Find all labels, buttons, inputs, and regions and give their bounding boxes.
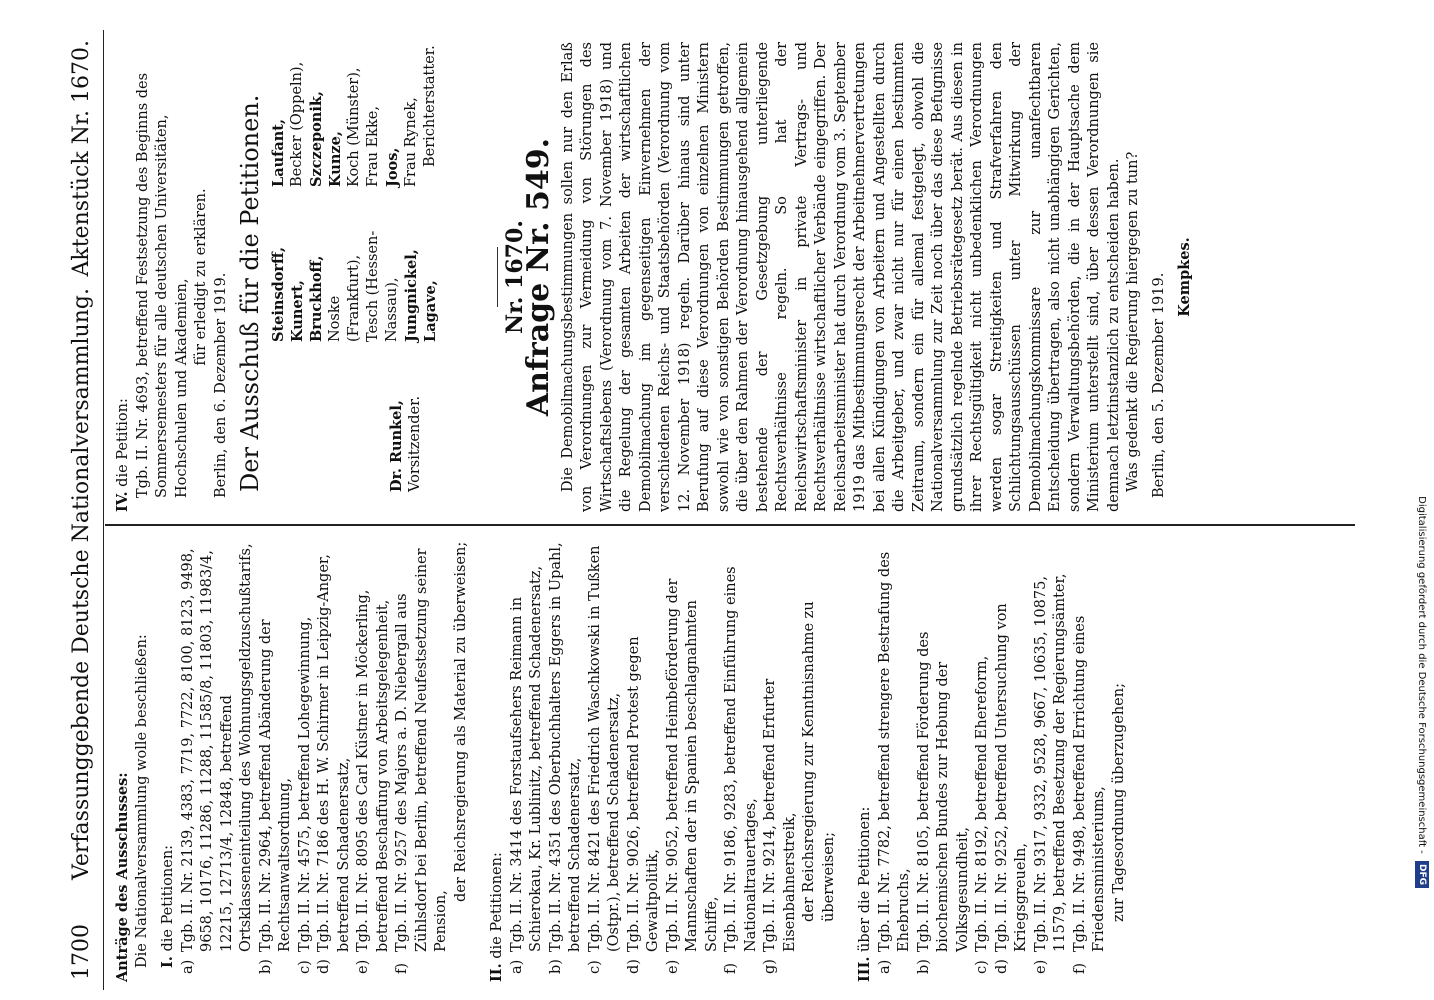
member-name: Szczeponik,: [307, 91, 325, 187]
list-item: e) Tgb. II. Nr. 9052, betreffend Heimbeförderung der Mannschaften der in Spanien beschlagnahmten Schiffe,: [664, 578, 720, 974]
divider-rule: [497, 247, 498, 307]
section-2: [487, 540, 839, 982]
list-item: c) Tgb. II. Nr. 8421 des Friedrich Waschkowski in Tußken (Ostpr.), betreffend Schadenersatz,: [586, 545, 622, 974]
list-item: c) Tgb. II. Nr. 4575, betreffend Lohegewinnung,: [296, 616, 313, 974]
list-item: a) Tgb. II. Nr. 3414 des Forstaufsehers Reimann in Schierokau, Kr. Lublinitz, betreffend Schadenersatz,: [508, 565, 544, 974]
member-name: Kunert,: [288, 280, 306, 342]
list-item: f) Tgb. II. Nr. 9257 des Majors a. D. Niebergall aus Zühlsdorf bei Berlin, betreffend Neufestsetzung seiner Pension,: [394, 548, 449, 974]
signature: Kempkes.: [1176, 237, 1193, 317]
anfrage-question: Was gedenkt die Regierung hiergegen zu tun?: [1125, 151, 1141, 492]
rotated-page: [55, 30, 1395, 990]
list-item: a) Tgb. II. Nr. 7782, betreffend strengere Bestrafung des Ehebruchs,: [876, 551, 912, 974]
section-1-label: I.: [159, 956, 176, 968]
member-name: Tesch (Hessen-Nassau),: [364, 230, 400, 342]
list-item: f) Tgb. II. Nr. 9498, betreffend Errichtung eines Friedensministeriums,: [1071, 615, 1107, 974]
right-column: [113, 42, 1195, 512]
antraege-heading: Anträge des Ausschusses:: [114, 772, 131, 982]
section-4: [113, 42, 212, 512]
dfg-side-note: [1410, 8, 1432, 888]
list-item: a) Tgb. II. Nr. 2139, 4383, 7719, 7722, 8100, 8123, 9498, 9658, 10176, 11286, 11288, 11585/8, 11803, 11983/4, 12215, 12713/4, 12848, betreffend Ortsklasseneinteilung des Wohnungsgeldzuschußtarifs,: [179, 543, 254, 974]
section-4-title: die Petition:: [115, 398, 131, 487]
column-divider: [105, 525, 1355, 527]
anfrage-heading: Anfrage Nr. 549.: [521, 137, 556, 417]
list-item: c) Tgb. II. Nr. 8192, betreffend Ehereform,: [974, 655, 990, 974]
dfg-logo: DFG: [1415, 861, 1429, 888]
left-column: [113, 540, 1129, 982]
committee-heading: Der Ausschuß für die Petitionen.: [236, 94, 264, 492]
section-1-resolution: der Reichsregierung als Material zu überweisen;: [452, 541, 469, 902]
document-number: Aktenstück Nr. 1670.: [69, 40, 94, 277]
section-1-title: die Petitionen:: [160, 844, 176, 952]
section-4-label: IV.: [114, 491, 131, 512]
section-4-text: Tgb. II. Nr. 4693, betreffend Festsetzung des Beginns des Sommersemesters für alle deutschen Universitäten, Hochschulen und Akademien,: [134, 72, 190, 498]
list-item: g) Tgb. II. Nr. 9214, betreffend Erfurter Eisenbahnerstreik,: [762, 678, 798, 974]
member-name: Frau Rynek,: [402, 97, 419, 187]
member-name: Noske (Frankfurt),: [326, 254, 362, 342]
section-3: [855, 540, 1129, 982]
list-item: e) Tgb. II. Nr. 9317, 9332, 9528, 9667, 10635, 10875, 11579, betreffend Besetzung der Regierungsämter,: [1032, 573, 1068, 974]
list-item: b) Tgb. II. Nr. 4351 des Oberbuchhalters Eggers in Upahl, betreffend Schadenersatz,: [547, 542, 583, 974]
section-4-resolution: für erledigt zu erklären.: [193, 188, 209, 366]
section-1: [158, 540, 471, 982]
page-title: Verfassunggebende Deutsche Nationalversammlung.: [69, 288, 94, 880]
member-name: Steinsdorff,: [269, 246, 287, 342]
list-item: d) Tgb. II. Nr. 9252, betreffend Untersuchung von Kriegsgreueln,: [993, 603, 1029, 974]
chair-role: Vorsitzender.: [407, 395, 423, 492]
list-item: b) Tgb. II. Nr. 8105, betreffend Förderung des biochemischen Bundes zur Hebung der Volksgesundheit,: [915, 631, 971, 974]
member-list: [269, 45, 440, 342]
list-item: f) Tgb. II. Nr. 9186, 9283, betreffend Einführung eines Nationaltrauertages,: [723, 566, 759, 974]
member-name: Koch (Münster),: [345, 67, 362, 187]
member-name: Jungnickel,: [402, 249, 420, 342]
section-2-label: II.: [488, 963, 505, 982]
chair-name: Dr. Runkel,: [387, 400, 405, 492]
date-2: Berlin, den 5. Dezember 1919.: [1150, 272, 1167, 498]
member-name: Becker (Oppeln),: [288, 61, 305, 187]
member-name: Kunze,: [326, 131, 344, 187]
reporter-role: Berichterstatter.: [421, 45, 438, 167]
member-name: Joos,: [383, 147, 401, 187]
list-item: b) Tgb. II. Nr. 2964, betreffend Abänderung der Rechtsanwaltsordnung,: [257, 619, 293, 974]
section-3-title: über die Petitionen:: [857, 806, 873, 952]
member-name: Laufant,: [269, 118, 287, 187]
nr-heading: Nr. 1670.: [501, 220, 528, 334]
anfrage-body: Die Demobilmachungsbestimmungen sollen nur den Erlaß von Verordnungen zur Vermeidung von Störungen des Wirtschaftslebens (Verordnung vom 7. November 1918) und die Regelung der gesamten Arbeiten der wirtschaftlichen Demobilmachung im gegenseitigen Einvernehmen der verschiedenen Reichs- und Staatsbehörden (Verordnung vom 12. November 1918) regeln. Darüber hinaus sind unter Berufung auf diese Verordnungen von einzelnen Ministern sowohl wie von sonstigen Behörden Bestimmungen getroffen, die über den Rahmen der Verordnung hinausgehend allgemein bestehende der Gesetzgebung unterliegende Rechtsverhältnisse regeln. So hat der Reichswirtschaftsminister in private Vertrags- und Rechtsverhältnisse wirtschaftlicher Verbände eingegriffen. Der Reichsarbeitsminister hat durch Verordnung vom 3. September 1919 das Mitbestimmungsrecht der Arbeitnehmervertretungen bei allen Kündigungen von Arbeitern und Angestellten durch die Arbeitgeber, und zwar nicht nur für einen bestimmten Zeitraum, sondern ein für allemal festgelegt, obwohl die Nationalversammlung zur Zeit noch über das diese Befugnisse grundsätzlich regelnde Betriebsrätegesetz berät. Aus diesen in ihrer Rechtsgültigkeit nicht unbedenklichen Verordnungen werden sogar Streitigkeiten und Strafverfahren den Schlichtungsausschüssen unter Mitwirkung der Demobilmachungskommissare zur unanfechtbaren Entscheidung übertragen, also nicht unabhängigen Gerichten, sondern Verwaltungsbehörden, die in der Hauptsache dem Ministerium unterstellt sind, über dessen Verordnungen sie demnach letztinstanzlich zu entscheiden haben.: [559, 42, 1122, 512]
date-1: Berlin, den 6. Dezember 1919.: [212, 272, 229, 498]
section-2-title: die Petitionen:: [489, 852, 505, 959]
intro-text: Die Nationalversammlung wolle beschließen:: [133, 634, 150, 968]
list-item: d) Tgb. II. Nr. 9026, betreffend Protest gegen Gewaltpolitik,: [625, 636, 661, 974]
member-name: Lagave,: [421, 280, 439, 342]
page-number: 1700: [69, 924, 94, 980]
dfg-text: Digitalisierung gefördert durch die Deutsche Forschungsgemeinschaft -: [1416, 496, 1427, 854]
signatures: [269, 42, 489, 512]
member-name: Bruckhoff,: [307, 255, 325, 342]
section-3-resolution: zur Tagesordnung überzugehen;: [1110, 683, 1127, 922]
list-item: d) Tgb. II. Nr. 7186 des H. W. Schirmer in Leipzig-Anger, betreffend Schadenersatz,: [316, 554, 352, 974]
section-2-resolution: der Reichsregierung zur Kenntnisnahme zu überweisen;: [801, 601, 837, 922]
list-item: e) Tgb. II. Nr. 8095 des Carl Küstner in Möckerling, betreffend Beschaffung von Arbeitsgelegenheit,: [355, 589, 391, 974]
page-header: [55, 30, 104, 990]
section-3-label: III.: [856, 956, 873, 982]
member-name: Frau Ekke,: [364, 106, 381, 187]
